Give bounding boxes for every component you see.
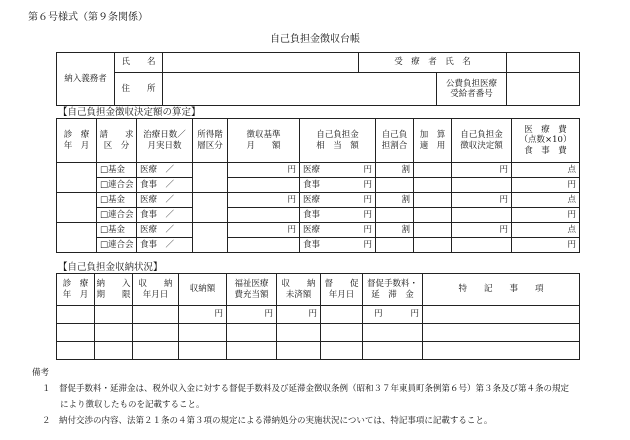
note-1-line-2: により徴収したものを記載すること。 bbox=[60, 400, 205, 410]
note-1-line-1: １ 督促手数料・延滞金は、税外収入金に対する督促手数料及び延滞金徴収条例（昭和３７年東員町条例第６号）第３条及び第４条の規定 bbox=[42, 384, 570, 394]
days-shokuji[interactable]: 食事 ／ bbox=[137, 238, 193, 253]
calc-row bbox=[57, 223, 580, 238]
equiv-shokuji-label: 食事 bbox=[303, 239, 321, 250]
note-2: ２ 納付交渉の内容、法第２１条の４第３項の規定による滞納処分の実施状況については、特記事項に記載すること。 bbox=[42, 416, 493, 426]
hdr-equiv-1: 自己負担金 bbox=[316, 130, 359, 141]
hdr-decided-2: 徴収決定額 bbox=[460, 140, 503, 151]
hdr-cost-3: 食 事 費 bbox=[524, 145, 567, 156]
rhdr-month-1: 診 療 bbox=[62, 279, 89, 290]
cell-welfare[interactable] bbox=[227, 324, 277, 342]
checkbox-kikin[interactable]: □基金 bbox=[97, 163, 137, 178]
days-iryo[interactable]: 医療 ／ bbox=[137, 193, 193, 208]
cell-remarks[interactable] bbox=[423, 324, 580, 342]
equiv-shokuji-cell[interactable] bbox=[300, 178, 376, 193]
receipt-row bbox=[57, 342, 580, 360]
hdr-cost-2: （点数×10） bbox=[519, 135, 572, 146]
cell-add[interactable] bbox=[414, 223, 452, 238]
certificate-label-line1: 公費負担医療 bbox=[446, 78, 498, 89]
checkbox-rengo[interactable]: □連合会 bbox=[97, 238, 137, 253]
rhdr-remarks: 特 記 事 項 bbox=[423, 274, 580, 306]
checkbox-rengo[interactable]: □連合会 bbox=[97, 178, 137, 193]
recipient-name-field[interactable] bbox=[507, 53, 580, 73]
obligor-label: 納入義務者 bbox=[57, 53, 115, 106]
cell-month[interactable] bbox=[57, 193, 97, 223]
equiv-iryo-cell[interactable] bbox=[300, 163, 376, 178]
calc-section-title: 【自己負担金徴収決定額の算定】 bbox=[58, 107, 201, 118]
hdr-base-1: 徴収基準 bbox=[246, 130, 281, 141]
equiv-shokuji-cell[interactable] bbox=[300, 238, 376, 253]
cell-unpaid[interactable] bbox=[277, 324, 321, 342]
hdr-base-2: 月 額 bbox=[246, 140, 281, 151]
cell-recv-date[interactable] bbox=[133, 324, 179, 342]
cost-ten[interactable]: 点 bbox=[512, 223, 580, 238]
cell-period[interactable] bbox=[95, 342, 133, 360]
equiv-yen: 円 bbox=[363, 224, 372, 235]
cell-remarks[interactable] bbox=[423, 306, 580, 324]
hdr-month-1: 診 療 bbox=[63, 130, 90, 141]
equiv-yen: 円 bbox=[363, 164, 372, 175]
hdr-ratio-2: 担割合 bbox=[381, 140, 408, 151]
base-yen[interactable]: 円 bbox=[228, 223, 300, 238]
cell-dun[interactable] bbox=[321, 342, 363, 360]
rhdr-month-2: 年 月 bbox=[62, 289, 89, 300]
rhdr-fee-2: 延 滞 金 bbox=[371, 289, 414, 300]
document-title: 自己負担金徴収台帳 bbox=[270, 34, 360, 45]
calc-row bbox=[57, 163, 580, 178]
cell-amount[interactable]: 円 bbox=[179, 306, 227, 324]
rhdr-period-1: 納 入 bbox=[96, 279, 131, 290]
equiv-yen: 円 bbox=[363, 194, 372, 205]
cell-add[interactable] bbox=[414, 193, 452, 208]
cell-month[interactable] bbox=[57, 324, 95, 342]
ratio-empty[interactable] bbox=[376, 178, 414, 193]
rhdr-amount: 収納額 bbox=[179, 274, 227, 306]
cell-fee[interactable] bbox=[363, 342, 423, 360]
rhdr-recv-1: 収 納 bbox=[138, 279, 173, 290]
equiv-yen: 円 bbox=[363, 239, 372, 250]
cost-ten[interactable]: 点 bbox=[512, 193, 580, 208]
cell-month[interactable] bbox=[57, 306, 95, 324]
cell-period[interactable] bbox=[95, 324, 133, 342]
calc-row-sub bbox=[57, 178, 580, 193]
days-iryo[interactable]: 医療 ／ bbox=[137, 223, 193, 238]
certificate-number-field[interactable] bbox=[507, 73, 580, 106]
calc-row-sub bbox=[57, 238, 580, 253]
add-empty[interactable] bbox=[414, 208, 452, 223]
hdr-ratio-1: 自己負 bbox=[381, 130, 408, 141]
rhdr-dun-1: 督 促 bbox=[324, 279, 359, 290]
cell-income[interactable] bbox=[193, 193, 228, 223]
cell-recv-date[interactable] bbox=[133, 342, 179, 360]
decided-empty[interactable] bbox=[452, 238, 512, 253]
checkbox-rengo[interactable]: □連合会 bbox=[97, 208, 137, 223]
receipt-section-title: 【自己負担金収納状況】 bbox=[58, 262, 163, 273]
base-empty[interactable] bbox=[228, 208, 300, 223]
receipt-row bbox=[57, 324, 580, 342]
cost-ten[interactable]: 点 bbox=[512, 163, 580, 178]
name-label: 氏 名 bbox=[115, 53, 163, 73]
cell-income[interactable] bbox=[193, 223, 228, 253]
decided-yen[interactable]: 円 bbox=[452, 163, 512, 178]
rhdr-fee-1: 督促手数料・ bbox=[366, 279, 418, 290]
hdr-cost-1: 医 療 費 bbox=[524, 125, 567, 136]
rhdr-welfare-2: 費充当額 bbox=[234, 289, 269, 300]
days-shokuji[interactable]: 食事 ／ bbox=[137, 208, 193, 223]
certificate-label-line2: 受給者番号 bbox=[450, 89, 493, 99]
cell-income[interactable] bbox=[193, 163, 228, 193]
checkbox-kikin[interactable]: □基金 bbox=[97, 223, 137, 238]
checkbox-kikin[interactable]: □基金 bbox=[97, 193, 137, 208]
add-empty[interactable] bbox=[414, 238, 452, 253]
hdr-days-1: 治療日数／ bbox=[143, 130, 186, 141]
hdr-add-1: 加 算 bbox=[419, 130, 446, 141]
address-label: 住 所 bbox=[115, 73, 163, 106]
decided-empty[interactable] bbox=[452, 208, 512, 223]
cell-amount[interactable] bbox=[179, 342, 227, 360]
equiv-iryo-label: 医療 bbox=[303, 164, 321, 175]
equiv-shokuji-label: 食事 bbox=[303, 179, 321, 190]
rhdr-dun-2: 年月日 bbox=[328, 289, 355, 300]
base-yen[interactable]: 円 bbox=[228, 193, 300, 208]
cost-yen[interactable]: 円 bbox=[512, 178, 580, 193]
equiv-yen: 円 bbox=[363, 209, 372, 220]
rhdr-unpaid-2: 未済額 bbox=[285, 289, 312, 300]
days-shokuji[interactable]: 食事 ／ bbox=[137, 178, 193, 193]
calc-table bbox=[56, 118, 580, 253]
cost-yen[interactable]: 円 bbox=[512, 238, 580, 253]
ratio-wari[interactable]: 割 bbox=[376, 193, 414, 208]
address-field[interactable] bbox=[163, 73, 437, 106]
days-iryo[interactable]: 医療 ／ bbox=[137, 163, 193, 178]
hdr-days-2: 月実日数 bbox=[147, 140, 182, 151]
fee-yen-1: 円 bbox=[374, 309, 383, 320]
cell-remarks[interactable] bbox=[423, 342, 580, 360]
decided-yen[interactable]: 円 bbox=[452, 193, 512, 208]
notes-title: 備考 bbox=[32, 368, 50, 378]
equiv-iryo-label: 医療 bbox=[303, 194, 321, 205]
cell-dun[interactable] bbox=[321, 324, 363, 342]
equiv-iryo-cell[interactable] bbox=[300, 223, 376, 238]
hdr-equiv-2: 相 当 額 bbox=[316, 140, 359, 151]
cost-yen[interactable]: 円 bbox=[512, 208, 580, 223]
calc-row bbox=[57, 193, 580, 208]
cell-month[interactable] bbox=[57, 342, 95, 360]
hdr-decided-1: 自己負担金 bbox=[460, 130, 503, 141]
equiv-shokuji-cell[interactable] bbox=[300, 208, 376, 223]
cell-unpaid[interactable]: 円 bbox=[277, 306, 321, 324]
ratio-wari[interactable]: 割 bbox=[376, 163, 414, 178]
ratio-wari[interactable]: 割 bbox=[376, 223, 414, 238]
equiv-iryo-label: 医療 bbox=[303, 224, 321, 235]
cell-fee[interactable] bbox=[363, 324, 423, 342]
form-label: 第６号様式（第９条関係） bbox=[28, 12, 148, 23]
rhdr-period-2: 期 限 bbox=[96, 289, 131, 300]
receipt-row bbox=[57, 306, 580, 324]
cell-welfare[interactable]: 円 bbox=[227, 306, 277, 324]
base-empty[interactable] bbox=[228, 178, 300, 193]
cell-unpaid[interactable] bbox=[277, 342, 321, 360]
decided-empty[interactable] bbox=[452, 178, 512, 193]
add-empty[interactable] bbox=[414, 178, 452, 193]
equiv-iryo-cell[interactable] bbox=[300, 193, 376, 208]
name-field[interactable] bbox=[163, 53, 359, 73]
hdr-month-2: 年 月 bbox=[63, 140, 90, 151]
recipient-name-label: 受 療 者 氏 名 bbox=[359, 53, 507, 73]
equiv-shokuji-label: 食事 bbox=[303, 209, 321, 220]
hdr-income-2: 層区分 bbox=[197, 140, 223, 151]
cell-month[interactable] bbox=[57, 163, 97, 193]
base-yen[interactable]: 円 bbox=[228, 163, 300, 178]
calc-row-sub bbox=[57, 208, 580, 223]
hdr-claim-2: 区 分 bbox=[103, 140, 130, 151]
calc-header-row bbox=[57, 119, 580, 163]
receipt-table bbox=[56, 273, 580, 360]
rhdr-welfare-1: 福祉医療 bbox=[234, 279, 269, 290]
notes bbox=[32, 366, 600, 436]
rhdr-recv-2: 年月日 bbox=[142, 289, 169, 300]
cell-month[interactable] bbox=[57, 223, 97, 253]
base-empty[interactable] bbox=[228, 238, 300, 253]
hdr-claim-1: 請 求 bbox=[99, 130, 134, 141]
ratio-empty[interactable] bbox=[376, 238, 414, 253]
hdr-income-1: 所得階 bbox=[197, 130, 223, 141]
cell-fee[interactable] bbox=[363, 306, 423, 324]
hdr-add-2: 適 用 bbox=[419, 140, 446, 151]
receipt-header-row bbox=[57, 274, 580, 306]
cell-add[interactable] bbox=[414, 163, 452, 178]
cell-amount[interactable] bbox=[179, 324, 227, 342]
obligor-table bbox=[56, 52, 580, 106]
cell-dun[interactable] bbox=[321, 306, 363, 324]
equiv-yen: 円 bbox=[363, 179, 372, 190]
certificate-label bbox=[437, 73, 507, 106]
decided-yen[interactable]: 円 bbox=[452, 223, 512, 238]
rhdr-unpaid-1: 収 納 bbox=[281, 279, 316, 290]
ratio-empty[interactable] bbox=[376, 208, 414, 223]
fee-yen-2: 円 bbox=[410, 309, 419, 320]
cell-welfare[interactable] bbox=[227, 342, 277, 360]
cell-period[interactable] bbox=[95, 306, 133, 324]
cell-recv-date[interactable] bbox=[133, 306, 179, 324]
